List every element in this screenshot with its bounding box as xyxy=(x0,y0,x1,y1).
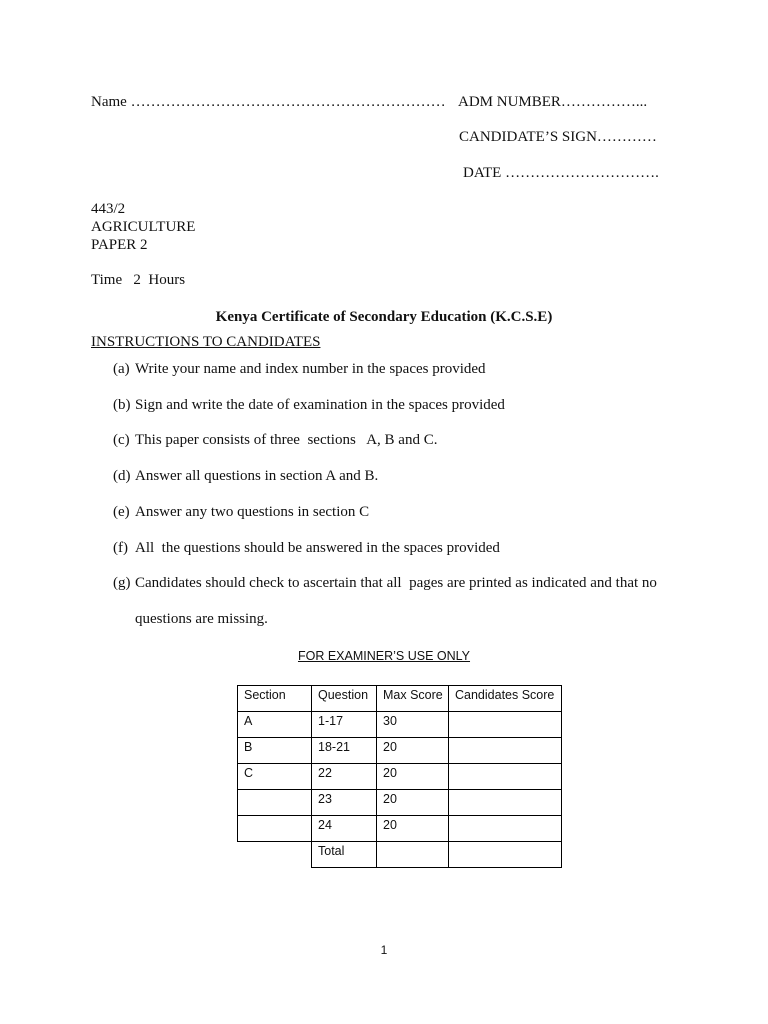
column-header: Question xyxy=(312,686,377,712)
table-cell: B xyxy=(238,738,312,764)
score-table xyxy=(237,685,562,868)
column-header: Section xyxy=(238,686,312,712)
table-cell xyxy=(238,816,312,842)
instructions-heading: INSTRUCTIONS TO CANDIDATES xyxy=(91,334,321,350)
paper-code: 443/2 xyxy=(91,201,126,217)
total-max-score-cell xyxy=(377,842,449,868)
table-cell: 20 xyxy=(377,764,449,790)
name-field-line: Name ……………………………………………………… xyxy=(91,94,446,110)
table-row xyxy=(238,712,562,738)
instruction-text: All the questions should be answered in the spaces provided xyxy=(135,540,500,556)
candidate-score-cell[interactable] xyxy=(449,712,562,738)
table-row xyxy=(238,764,562,790)
candidate-score-cell[interactable] xyxy=(449,738,562,764)
instruction-letter: (g) xyxy=(113,575,131,591)
paper-number: PAPER 2 xyxy=(91,237,148,253)
table-cell: 20 xyxy=(377,816,449,842)
exam-title: Kenya Certificate of Secondary Education (K.C.S.E) xyxy=(215,309,553,325)
candidate-score-cell[interactable] xyxy=(449,790,562,816)
table-header-row xyxy=(238,686,562,712)
instruction-letter: (a) xyxy=(113,361,130,377)
candidate-score-cell[interactable] xyxy=(449,816,562,842)
page-number: 1 xyxy=(380,943,388,957)
total-candidate-score-cell[interactable] xyxy=(449,842,562,868)
table-cell: C xyxy=(238,764,312,790)
table-row xyxy=(238,816,562,842)
candidate-score-cell[interactable] xyxy=(449,764,562,790)
table-row xyxy=(238,790,562,816)
subject-name: AGRICULTURE xyxy=(91,219,196,235)
instruction-letter: (e) xyxy=(113,504,130,520)
instruction-text: Sign and write the date of examination in the spaces provided xyxy=(135,397,505,413)
total-label: Total xyxy=(312,842,377,868)
table-cell: 20 xyxy=(377,738,449,764)
candidate-sign-field-line: CANDIDATE’S SIGN………… xyxy=(459,129,657,145)
table-cell: 18-21 xyxy=(312,738,377,764)
table-cell: 23 xyxy=(312,790,377,816)
instruction-text: Candidates should check to ascertain that all pages are printed as indicated and that no xyxy=(135,575,657,591)
table-cell: 30 xyxy=(377,712,449,738)
instruction-letter: (c) xyxy=(113,432,130,448)
time-allowed: Time 2 Hours xyxy=(91,272,186,288)
instruction-continuation: questions are missing. xyxy=(135,611,268,627)
table-cell xyxy=(238,790,312,816)
column-header: Max Score xyxy=(377,686,449,712)
instruction-text: Answer any two questions in section C xyxy=(135,504,370,520)
instruction-text: This paper consists of three sections A, B and C. xyxy=(135,432,438,448)
adm-number-field-line: ADM NUMBER……………... xyxy=(458,94,648,110)
date-field-line: DATE …………………………. xyxy=(463,165,659,181)
column-header: Candidates Score xyxy=(449,686,562,712)
examiner-use-heading: FOR EXAMINER’S USE ONLY xyxy=(297,649,471,663)
table-cell: A xyxy=(238,712,312,738)
instruction-letter: (d) xyxy=(113,468,131,484)
table-cell: 20 xyxy=(377,790,449,816)
table-row xyxy=(238,738,562,764)
table-cell: 1-17 xyxy=(312,712,377,738)
instruction-text: Write your name and index number in the spaces provided xyxy=(135,361,486,377)
table-blank-cell xyxy=(238,842,312,868)
instruction-letter: (f) xyxy=(113,540,128,556)
table-cell: 24 xyxy=(312,816,377,842)
table-cell: 22 xyxy=(312,764,377,790)
table-total-row xyxy=(238,842,562,868)
instruction-letter: (b) xyxy=(113,397,131,413)
instruction-text: Answer all questions in section A and B. xyxy=(135,468,379,484)
